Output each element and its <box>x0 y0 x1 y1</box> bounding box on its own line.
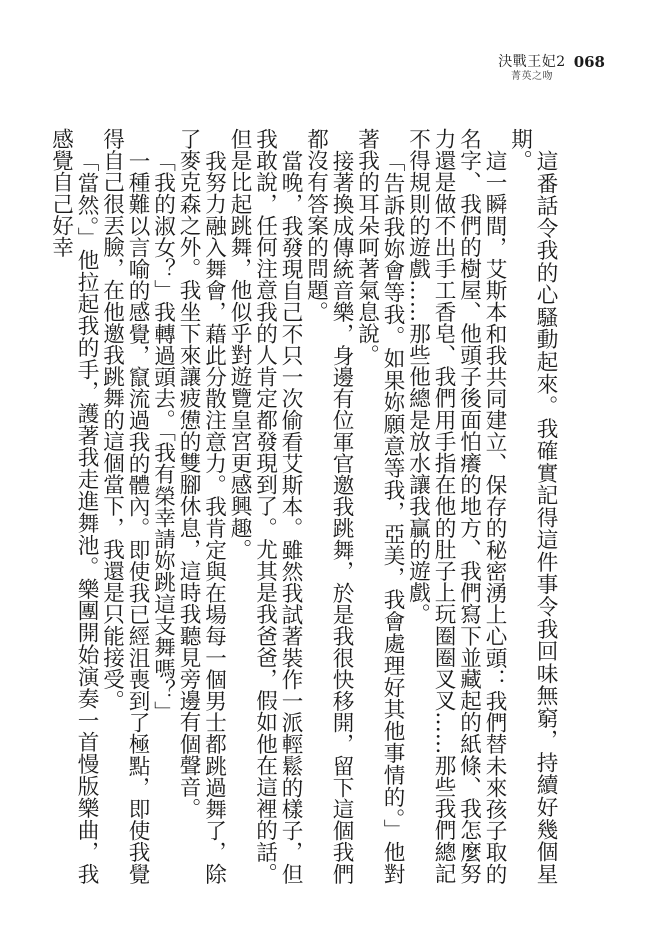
paragraph: 我努力融入舞會，藉此分散注意力。我肯定與在場每一個男士都跳過舞了，除了麥克森之外。我坐下來讓疲憊的雙腳休息，這時我聽見旁邊有個聲音。 <box>176 128 227 884</box>
page-number: 068 <box>573 53 605 71</box>
book-subtitle: 菁英之吻 <box>510 71 553 82</box>
paragraph: 「告訴我妳會等我。如果妳願意等我，亞美，我會處理好其他事情的。」他對著我的耳朵呵著氣息說。 <box>354 128 405 884</box>
paragraph: 這番話令我的心騷動起來。我確實記得這件事令我回味無窮，持續好幾個星期。 <box>507 128 558 884</box>
paragraph: 一種難以言喻的感覺，竄流過我的體內。即使我已經沮喪到了極點，即使我覺得自己很丟臉，在他邀我跳舞的這個當下，我還是只能接受。 <box>99 128 150 884</box>
body-text <box>38 128 558 884</box>
paragraph: 當晚，我發現自己不只一次偷看艾斯本。雖然我試著裝作一派輕鬆的樣子，但我敢說，任何注意我的人肯定都發現到了。尤其是我爸爸，假如他在這裡的話。但是比起跳舞，他似乎對遊覽皇宮更感興趣。 <box>227 128 303 884</box>
paragraph: 接著換成傳統音樂，身邊有位軍官邀我跳舞，於是我很快移開，留下這個我們都沒有答案的問題。 <box>303 128 354 884</box>
paragraph: 這一瞬間，艾斯本和我共同建立、保存的秘密湧上心頭：我們替未來孩子取的名字、我們的樹屋、他頭子後面怕癢的地方、我們寫下並藏起的紙條、我怎麼努力還是做不出手工香皂、我們用手指在他的肚子上玩圈圈叉叉……那些我們總記不得規則的遊戲……那些他總是放水讓我贏的遊戲。 <box>405 128 507 884</box>
running-header <box>498 54 605 83</box>
paragraph: 「當然。」他拉起我的手，護著我走進舞池。樂團開始演奏一首慢版樂曲，我感覺自己好幸 <box>48 128 99 884</box>
paragraph: 「我的淑女？」我轉過頭去。「我有榮幸請妳跳這支舞嗎？」 <box>150 149 176 722</box>
book-title: 決戰王妃2 <box>498 54 566 70</box>
header-titles <box>498 54 565 83</box>
